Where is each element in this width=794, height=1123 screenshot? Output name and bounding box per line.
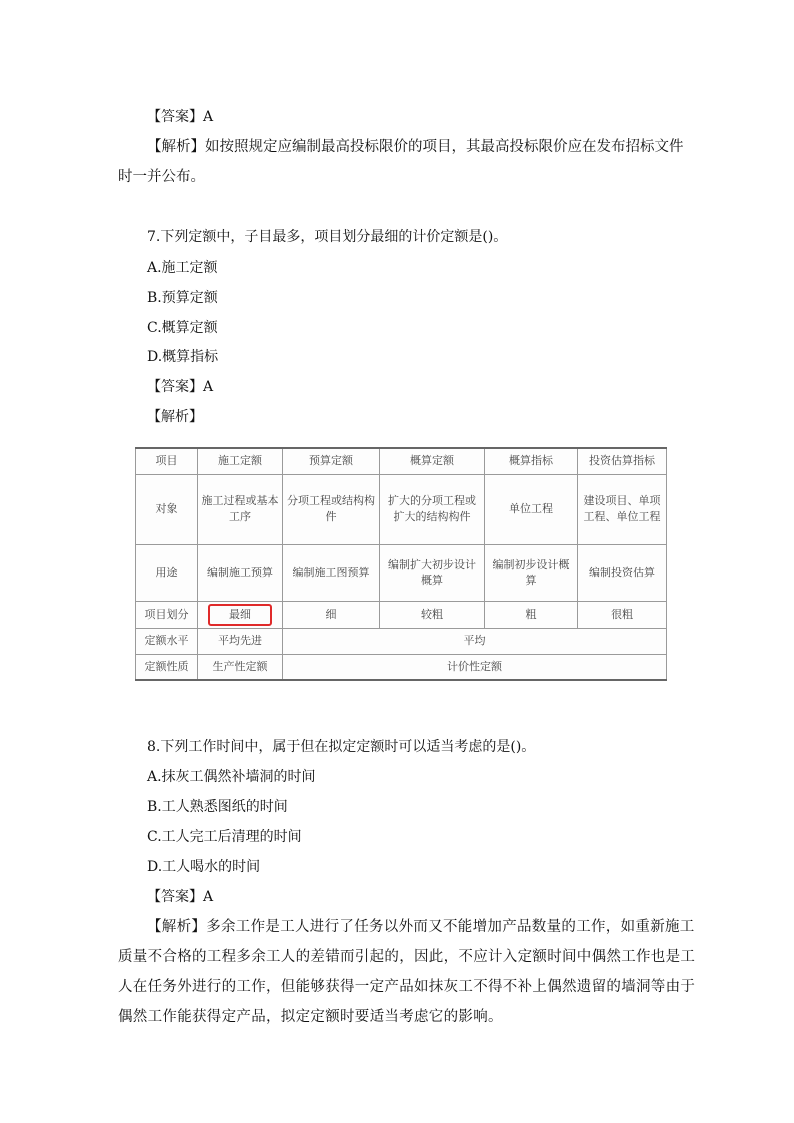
table-cell: 单位工程 (485, 474, 578, 544)
q8-analysis-line1: 【解析】多余工作是工人进行了任务以外而又不能增加产品数量的工作，如重新施工 (147, 919, 695, 935)
q8-analysis-line2: 质量不合格的工程多余工人的差错而引起的，因此，不应计入定额时间中偶然工作也是工 (118, 949, 696, 965)
q6-answer: 【答案】A (147, 109, 214, 125)
table-cell: 扩大的分项工程或扩大的结构构件 (380, 474, 485, 544)
table-cell: 投资估算指标 (578, 448, 667, 474)
table-cell: 较粗 (380, 601, 485, 628)
table-cell: 施工定额 (198, 448, 283, 474)
q7-analysis-label: 【解析】 (147, 409, 203, 425)
table-cell: 建设项目、单项工程、单位工程 (578, 474, 667, 544)
table-cell: 细 (283, 601, 380, 628)
q8-option-b: B.工人熟悉图纸的时间 (147, 799, 288, 815)
table-cell: 对象 (136, 474, 198, 544)
table-cell: 平均先进 (198, 628, 283, 654)
q7-option-c: C.概算定额 (147, 320, 218, 336)
quota-comparison-table (135, 447, 667, 681)
table-row-object (136, 474, 667, 544)
table-cell: 编制投资估算 (578, 544, 667, 601)
table-cell: 编制初步设计概算 (485, 544, 578, 601)
highlight-box: 最细 (208, 604, 272, 626)
table-header-row (136, 448, 667, 474)
table-row-use (136, 544, 667, 601)
table-cell: 生产性定额 (198, 654, 283, 680)
table-cell: 用途 (136, 544, 198, 601)
table-cell-merged: 计价性定额 (283, 654, 667, 680)
table-cell: 编制施工图预算 (283, 544, 380, 601)
q8-analysis-line4: 偶然工作能获得定产品，拟定定额时要适当考虑它的影响。 (118, 1009, 503, 1025)
q8-answer: 【答案】A (147, 889, 214, 905)
q7-question: 7.下列定额中，子目最多，项目划分最细的计价定额是()。 (147, 229, 508, 245)
table-cell: 施工过程或基本工序 (198, 474, 283, 544)
table-row-level (136, 628, 667, 654)
q7-option-a: A.施工定额 (147, 260, 218, 276)
table-cell: 编制扩大初步设计概算 (380, 544, 485, 601)
table-cell: 粗 (485, 601, 578, 628)
q7-option-b: B.预算定额 (147, 290, 218, 306)
table-cell-merged: 平均 (283, 628, 667, 654)
q6-analysis-line2: 时一并公布。 (118, 169, 205, 185)
q7-option-d: D.概算指标 (147, 349, 219, 365)
q7-answer: 【答案】A (147, 379, 214, 395)
table-row-division (136, 601, 667, 628)
q8-question: 8.下列工作时间中，属于但在拟定定额时可以适当考虑的是()。 (147, 739, 536, 755)
q6-analysis-line1: 【解析】如按照规定应编制最高投标限价的项目，其最高投标限价应在发布招标文件 (147, 139, 684, 155)
table-cell: 定额水平 (136, 628, 198, 654)
table-cell: 编制施工预算 (198, 544, 283, 601)
table-cell-highlighted (198, 601, 283, 628)
table-cell: 很粗 (578, 601, 667, 628)
table-cell: 项目 (136, 448, 198, 474)
q8-option-d: D.工人喝水的时间 (147, 859, 261, 875)
table-cell: 定额性质 (136, 654, 198, 680)
table-cell: 分项工程或结构构件 (283, 474, 380, 544)
table-cell: 预算定额 (283, 448, 380, 474)
q8-option-c: C.工人完工后清理的时间 (147, 829, 302, 845)
table-row-nature (136, 654, 667, 680)
table-cell: 概算定额 (380, 448, 485, 474)
q8-analysis-line3: 人在任务外进行的工作，但能够获得一定产品如抹灰工不得不补上偶然遗留的墙洞等由于 (118, 979, 696, 995)
table-cell: 概算指标 (485, 448, 578, 474)
q8-option-a: A.抹灰工偶然补墙洞的时间 (147, 769, 316, 785)
table-cell: 项目划分 (136, 601, 198, 628)
